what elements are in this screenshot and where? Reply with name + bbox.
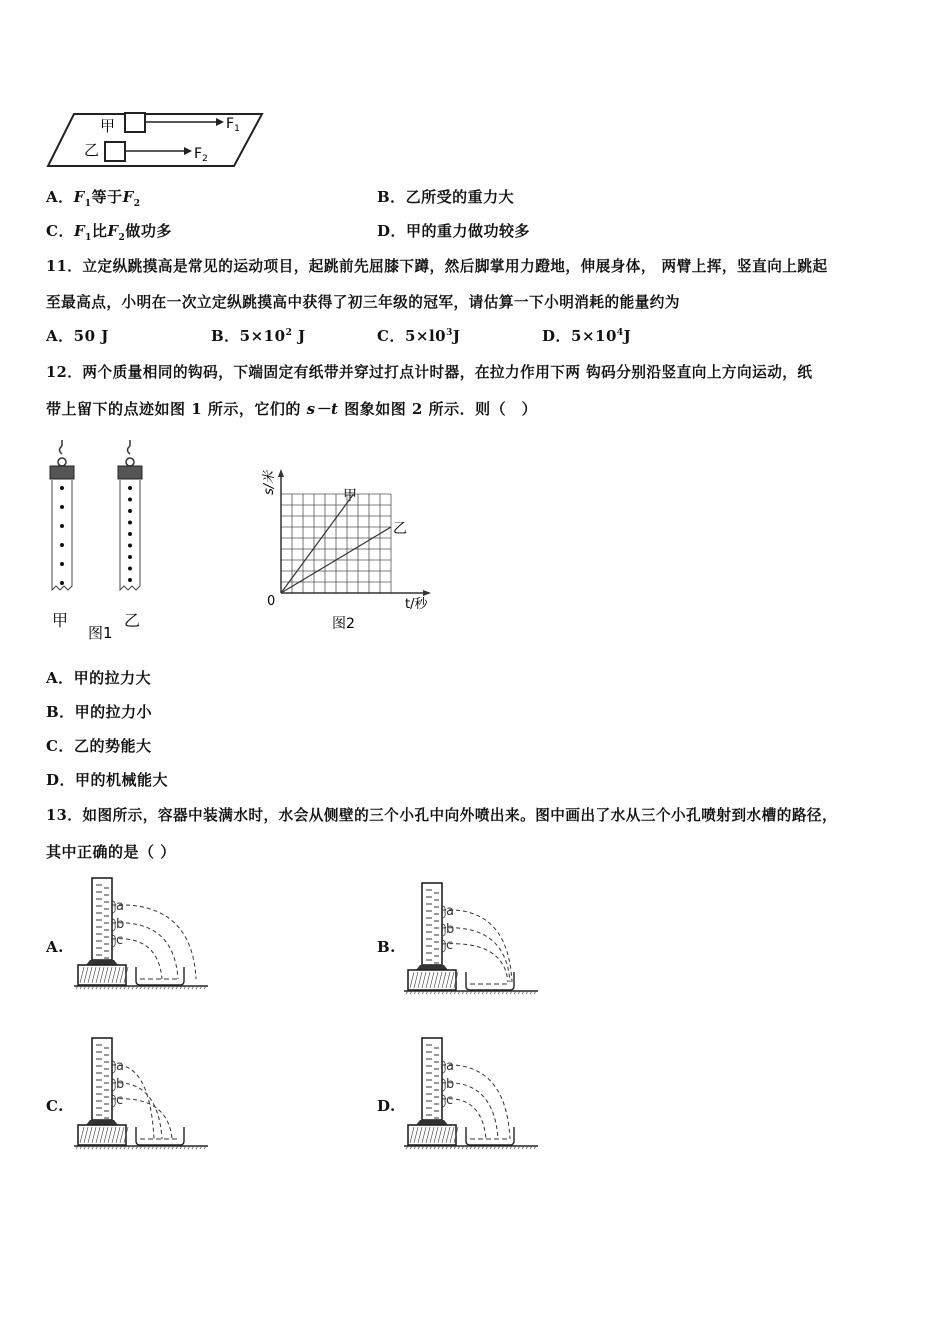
hole-label-c: c (446, 938, 454, 953)
q11-option-c[interactable] (377, 325, 460, 346)
q11-stem-line2: 至最高点，小明在一次立定纵跳摸高中获得了初三年级的冠军，请估算一下小明消耗的能量约为 (46, 294, 680, 311)
q13-stem-line2: 其中正确的是（ ） (46, 843, 176, 861)
q11-option-d[interactable] (542, 325, 631, 346)
x-axis-label: t/秒 (405, 597, 428, 612)
tick-dot (128, 498, 132, 502)
tick-dot (128, 567, 132, 571)
tick-dot (128, 486, 132, 490)
container-figure-d (402, 1035, 542, 1160)
container-figure-a (72, 875, 212, 1000)
sub: 2 (118, 233, 126, 243)
hole-label-a: a (446, 904, 454, 919)
q12-option-c[interactable]: C．乙的势能大 (46, 737, 152, 755)
water-trough (136, 1127, 184, 1145)
exp: 3 (446, 328, 453, 338)
weight (118, 466, 142, 479)
hole-label-b: b (116, 917, 125, 932)
line-label-jia: 甲 (343, 488, 357, 504)
figure1-caption: 图1 (88, 624, 113, 642)
hole-label-a: a (446, 1059, 454, 1074)
option-prefix: A． (46, 188, 74, 206)
label-yi: 乙 (84, 141, 100, 159)
q13-option-d-label[interactable]: D. (377, 1097, 396, 1115)
var: s－t (306, 400, 339, 418)
text: 做功多 (125, 222, 172, 240)
hole-label-c: c (116, 1093, 124, 1108)
var: F (122, 188, 134, 206)
tick-dot (60, 486, 64, 490)
tick-dot (128, 532, 132, 536)
container-figure-b (402, 880, 542, 1005)
text: 图象如图 2 所示．则（ ） (338, 400, 538, 418)
q12-figure2-st-graph (255, 465, 445, 635)
figure2-caption: 图2 (332, 616, 355, 632)
q12-figure1-tapes (40, 440, 160, 645)
hole-label-c: c (116, 933, 124, 948)
q10-option-b[interactable]: B．乙所受的重力大 (377, 188, 515, 206)
text: B．5×10 (211, 327, 286, 345)
text: D．5×10 (542, 327, 617, 345)
q12-stem-line1: 12．两个质量相同的钩码，下端固定有纸带并穿过打点计时器，在拉力作用下两 钩码分别沿竖直向上方向运动，纸 (46, 364, 813, 381)
hole-label-b: b (116, 1077, 125, 1092)
weight (50, 466, 74, 479)
origin-label: 0 (267, 594, 276, 609)
q12-option-d[interactable]: D．甲的机械能大 (46, 771, 169, 789)
tick-dot (128, 509, 132, 513)
q13-option-a-label[interactable]: A. (46, 938, 64, 956)
y-axis-label: s/米 (262, 470, 277, 495)
label-f2: $F_2$ (194, 146, 208, 164)
tick-dot (60, 581, 64, 585)
tape-jia (50, 440, 74, 590)
q12-option-a[interactable]: A．甲的拉力大 (46, 669, 152, 687)
tape-yi (118, 440, 142, 590)
q11-option-b[interactable] (211, 325, 306, 346)
unit: J (623, 327, 632, 345)
q13-stem-line1: 13．如图所示，容器中装满水时，水会从侧壁的三个小孔中向外喷出来。图中画出了水从三个小孔喷射到水槽的路径， (46, 807, 838, 824)
hook-icon (128, 440, 131, 454)
y-axis-arrow (278, 469, 284, 477)
exp: 4 (616, 328, 624, 338)
label-jia: 甲 (100, 117, 116, 135)
line-label-yi: 乙 (393, 521, 407, 537)
tick-dot (60, 543, 64, 547)
exp: 2 (285, 328, 293, 338)
x-axis-arrow (423, 590, 431, 596)
var: F (107, 222, 119, 240)
tape-label-jia: 甲 (52, 611, 69, 630)
text: 等于 (91, 188, 123, 206)
tick-dot (128, 578, 132, 582)
q13-option-b-label[interactable]: B. (377, 938, 396, 956)
tick-dot (60, 505, 64, 509)
var: F (73, 222, 86, 240)
var: F (73, 188, 85, 206)
unit: J (292, 327, 306, 345)
tape-label-yi: 乙 (124, 611, 141, 630)
tick-dot (128, 544, 132, 548)
q11-stem-line1: 11．立定纵跳摸高是常见的运动项目，起跳前先屈膝下蹲，然后脚掌用力蹬地，伸展身体， 两臂上挥，竖直向上跳起 (46, 258, 828, 275)
hole-label-a: a (116, 899, 124, 914)
hole-label-b: b (446, 922, 455, 937)
tick-dot (60, 562, 64, 566)
text: C．5×l0 (377, 327, 447, 345)
tick-dot (128, 521, 132, 525)
q10-option-c[interactable] (46, 220, 172, 243)
option-prefix: C． (46, 222, 74, 240)
hook-icon (60, 440, 63, 454)
hole-label-c: c (446, 1093, 454, 1108)
water-trough (466, 1127, 514, 1145)
text: 带上留下的点迹如图 1 所示，它们的 (46, 400, 307, 418)
tick-dot (60, 524, 64, 528)
hole-label-a: a (116, 1059, 124, 1074)
sub: 1 (84, 199, 92, 209)
q11-option-a[interactable]: A．50 J (46, 327, 109, 345)
unit: J (452, 327, 461, 345)
sub: 2 (133, 199, 141, 209)
q10-force-diagram (44, 108, 266, 170)
paper-tape (52, 480, 72, 590)
container-figure-c (72, 1035, 212, 1160)
q12-option-b[interactable]: B．甲的拉力小 (46, 703, 153, 721)
water-trough (136, 967, 184, 985)
q12-stem-line2 (46, 398, 537, 419)
tick-dot (128, 555, 132, 559)
hole-label-b: b (446, 1077, 455, 1092)
q13-option-c-label[interactable]: C. (46, 1097, 64, 1115)
sub: 1 (85, 233, 92, 243)
label-f1: $F_1$ (226, 116, 240, 134)
q10-option-a[interactable] (46, 186, 141, 209)
q10-option-d[interactable]: D．甲的重力做功较多 (377, 222, 531, 240)
text: 比 (91, 222, 108, 240)
